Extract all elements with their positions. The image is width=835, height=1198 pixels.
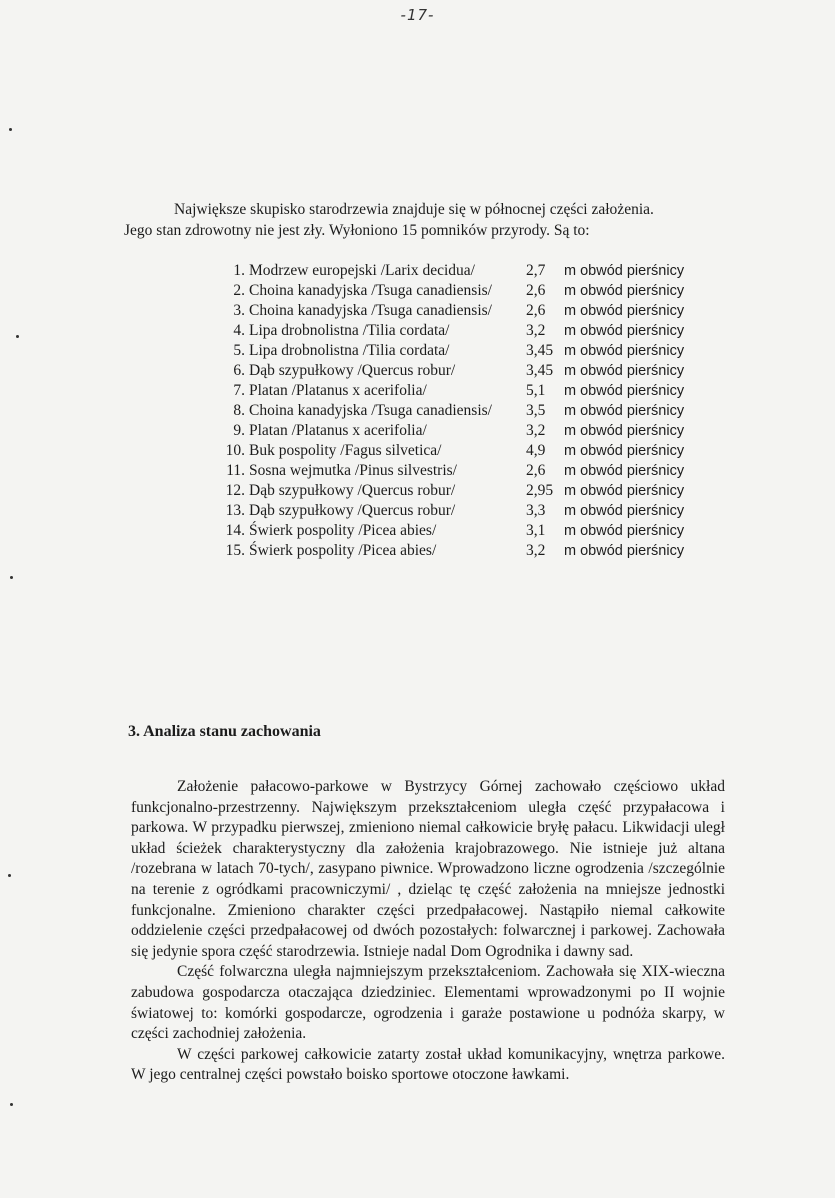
- tree-circumference-value: 2,6: [526, 302, 546, 319]
- tree-circumference-unit: m obwód pierśnicy: [564, 383, 685, 399]
- tree-list-item: [224, 421, 704, 441]
- tree-circumference-value: 5,1: [526, 382, 546, 399]
- tree-number: 11.: [226, 462, 245, 479]
- tree-circumference-unit: m obwód pierśnicy: [564, 343, 685, 359]
- tree-circumference-unit: m obwód pierśnicy: [564, 543, 685, 559]
- tree-list-item: [224, 481, 704, 501]
- tree-number: 3.: [233, 302, 245, 319]
- section-body: [131, 777, 725, 1086]
- tree-number: 12.: [225, 482, 245, 499]
- tree-name: Świerk pospolity /Picea abies/: [249, 542, 437, 559]
- tree-name: Sosna wejmutka /Pinus silvestris/: [249, 462, 457, 479]
- tree-circumference-value: 3,1: [526, 522, 546, 539]
- tree-number: 2.: [233, 282, 245, 299]
- tree-circumference-unit: m obwód pierśnicy: [564, 303, 685, 319]
- tree-number: 4.: [233, 322, 245, 339]
- tree-circumference-unit: m obwód pierśnicy: [564, 403, 685, 419]
- tree-name: Choina kanadyjska /Tsuga canadiensis/: [249, 402, 492, 419]
- tree-number: 8.: [233, 402, 245, 419]
- tree-circumference-value: 2,6: [526, 282, 546, 299]
- paragraph-2: Część folwarczna uległa najmniejszym przekształceniom. Zachowała się XIX-wieczna zabudowa gospodarcza otaczająca dziedziniec. Elementami wprowadzonymi po II wojnie światowej to: komórki gospodarcze, ogrodzenia i garaże postawione u podnóża skarpy, w części zachodniej założenia.: [131, 963, 725, 1043]
- tree-name: Platan /Platanus x acerifolia/: [249, 382, 427, 399]
- tree-list-item: [224, 361, 704, 381]
- tree-circumference-unit: m obwód pierśnicy: [564, 503, 685, 519]
- tree-number: 10.: [225, 442, 245, 459]
- tree-list-item: [224, 381, 704, 401]
- tree-list-item: [224, 321, 704, 341]
- page-number: -17-: [400, 6, 435, 24]
- tree-list-item: [224, 341, 704, 361]
- tree-list-item: [224, 441, 704, 461]
- intro-line-1: Największe skupisko starodrzewia znajduje się w północnej części założenia.: [174, 201, 654, 218]
- paragraph-1: Założenie pałacowo-parkowe w Bystrzycy Górnej zachowało częściowo układ funkcjonalno-przestrzenny. Największym przekształceniom uległa część przypałacowa i parkowa. W przypadku pierwszej, zmieniono niemal całkowicie bryłę pałacu. Likwidacji uległ układ ścieżek charakterystyczny dla założenia krajobrazowego. Nie istnieje już altana /rozebrana w latach 70-tych/, zasypano piwnice. Wprowadzono liczne ogrodzenia /szczególnie na terenie z ogródkami pracowniczymi/ , dzieląc tę część założenia na mniejsze jednostki funkcjonalne. Zmieniono charakter części przedpałacowej. Nastąpiło niemal całkowite oddzielenie części przedpałacowej od dwóch pozostałych: folwarcznej i parkowej. Zachowała się jedynie spora część starodrzewia. Istnieje nadal Dom Ogrodnika i dawny sad.: [131, 778, 725, 960]
- scan-speck: [10, 576, 13, 579]
- tree-circumference-value: 3,2: [526, 322, 546, 339]
- tree-list-item: [224, 521, 704, 541]
- tree-name: Choina kanadyjska /Tsuga canadiensis/: [249, 282, 492, 299]
- tree-number: 15.: [225, 542, 245, 559]
- tree-circumference-unit: m obwód pierśnicy: [564, 323, 685, 339]
- tree-circumference-value: 3,3: [526, 502, 546, 519]
- tree-name: Dąb szypułkowy /Quercus robur/: [249, 502, 456, 519]
- scan-speck: [10, 1103, 13, 1106]
- tree-circumference-value: 2,95: [526, 482, 554, 499]
- tree-name: Świerk pospolity /Picea abies/: [249, 522, 437, 539]
- tree-circumference-unit: m obwód pierśnicy: [564, 363, 685, 379]
- tree-number: 13.: [225, 502, 245, 519]
- tree-name: Lipa drobnolistna /Tilia cordata/: [249, 322, 450, 339]
- tree-number: 5.: [233, 342, 245, 359]
- tree-circumference-unit: m obwód pierśnicy: [564, 263, 685, 279]
- tree-name: Buk pospolity /Fagus silvetica/: [249, 442, 442, 459]
- tree-circumference-value: 3,2: [526, 422, 546, 439]
- intro-paragraph: [124, 199, 724, 241]
- tree-list-item: [224, 461, 704, 481]
- tree-number: 6.: [233, 362, 245, 379]
- tree-circumference-value: 3,45: [526, 342, 554, 359]
- tree-list-item: [224, 301, 704, 321]
- tree-name: Dąb szypułkowy /Quercus robur/: [249, 362, 456, 379]
- tree-circumference-value: 3,2: [526, 542, 546, 559]
- tree-name: Dąb szypułkowy /Quercus robur/: [249, 482, 456, 499]
- tree-circumference-unit: m obwód pierśnicy: [564, 483, 685, 499]
- tree-circumference-unit: m obwód pierśnicy: [564, 523, 685, 539]
- tree-circumference-unit: m obwód pierśnicy: [564, 463, 685, 479]
- tree-list-item: [224, 281, 704, 301]
- tree-list-item: [224, 261, 704, 281]
- section-heading: 3. Analiza stanu zachowania: [128, 723, 321, 740]
- tree-circumference-value: 2,6: [526, 462, 546, 479]
- tree-number: 1.: [233, 262, 245, 279]
- tree-name: Platan /Platanus x acerifolia/: [249, 422, 427, 439]
- tree-circumference-value: 4,9: [526, 442, 546, 459]
- tree-name: Choina kanadyjska /Tsuga canadiensis/: [249, 302, 492, 319]
- tree-name: Lipa drobnolistna /Tilia cordata/: [249, 342, 450, 359]
- tree-circumference-value: 3,5: [526, 402, 546, 419]
- tree-list-item: [224, 501, 704, 521]
- tree-number: 9.: [233, 422, 245, 439]
- tree-list-item: [224, 541, 704, 561]
- tree-list-item: [224, 401, 704, 421]
- tree-number: 14.: [225, 522, 245, 539]
- tree-circumference-unit: m obwód pierśnicy: [564, 443, 685, 459]
- tree-circumference-value: 3,45: [526, 362, 554, 379]
- tree-number: 7.: [233, 382, 245, 399]
- tree-list: [224, 261, 704, 561]
- tree-circumference-value: 2,7: [526, 262, 546, 279]
- paragraph-3: W części parkowej całkowicie zatarty został układ komunikacyjny, wnętrza parkowe. W jego centralnej części powstało boisko sportowe otoczone ławkami.: [131, 1045, 725, 1084]
- tree-circumference-unit: m obwód pierśnicy: [564, 423, 685, 439]
- tree-name: Modrzew europejski /Larix decidua/: [249, 262, 475, 279]
- scan-speck: [16, 335, 19, 338]
- tree-circumference-unit: m obwód pierśnicy: [564, 283, 685, 299]
- intro-line-2: Jego stan zdrowotny nie jest zły. Wyłoniono 15 pomników przyrody. Są to:: [124, 222, 590, 239]
- scan-speck: [8, 874, 11, 877]
- scan-speck: [9, 128, 12, 131]
